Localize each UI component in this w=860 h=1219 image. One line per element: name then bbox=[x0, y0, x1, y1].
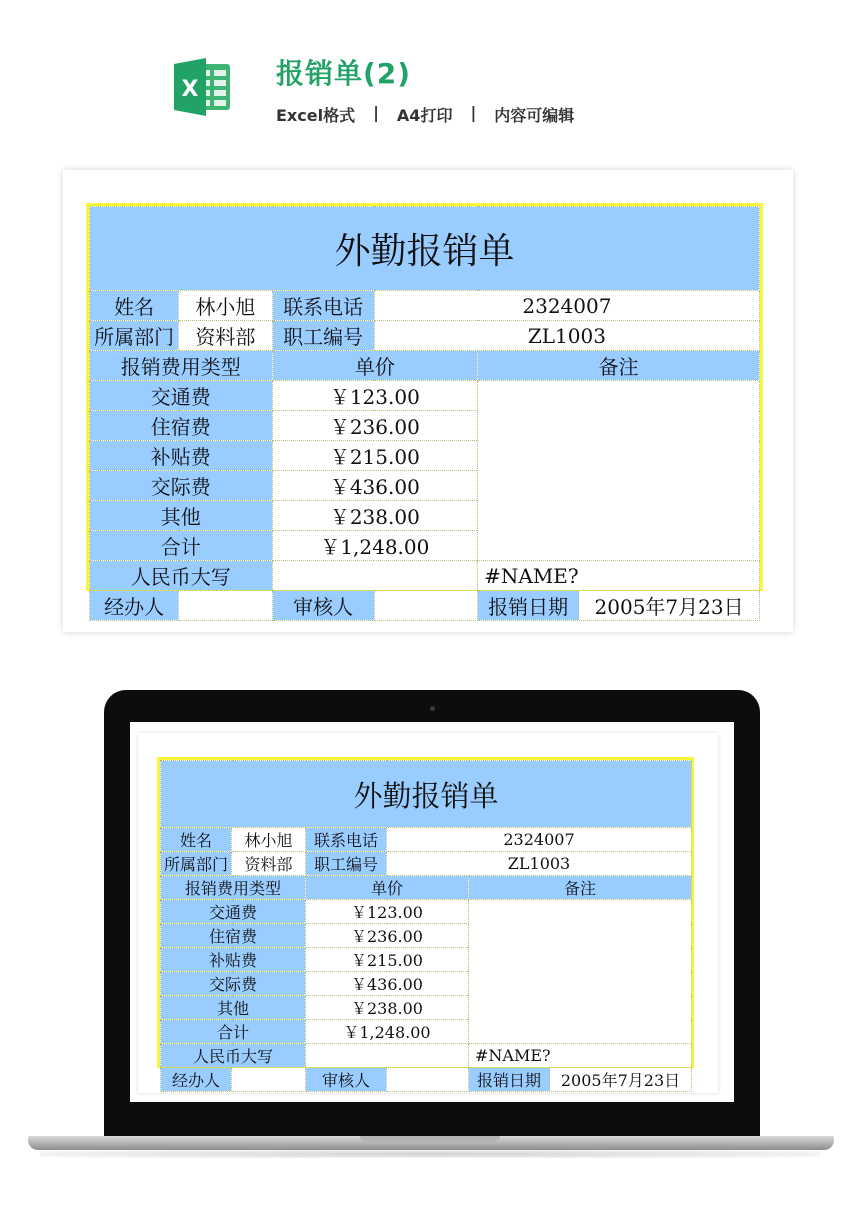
rmb-value[interactable]: #NAME? bbox=[478, 561, 760, 591]
meta-editable: 内容可编辑 bbox=[494, 106, 575, 125]
item-price[interactable]: ￥236.00 bbox=[306, 924, 469, 948]
auditor-label: 审核人 bbox=[272, 591, 374, 621]
phone-label: 联系电话 bbox=[306, 828, 387, 852]
rmb-value[interactable]: #NAME? bbox=[469, 1044, 692, 1068]
item-type: 交通费 bbox=[90, 381, 273, 411]
item-price[interactable]: ￥123.00 bbox=[306, 900, 469, 924]
col-header-type: 报销费用类型 bbox=[90, 351, 273, 381]
svg-text:X: X bbox=[181, 77, 199, 102]
dept-value[interactable]: 资料部 bbox=[232, 852, 306, 876]
name-value[interactable]: 林小旭 bbox=[232, 828, 306, 852]
col-header-type: 报销费用类型 bbox=[161, 876, 306, 900]
meta-format: Excel格式 bbox=[276, 106, 356, 125]
item-type: 补贴费 bbox=[161, 948, 306, 972]
rmb-blank[interactable] bbox=[272, 561, 478, 591]
item-type: 交际费 bbox=[90, 471, 273, 501]
meta-separator: | bbox=[470, 103, 477, 122]
meta-print: A4打印 bbox=[396, 106, 453, 125]
note-cell[interactable] bbox=[478, 381, 760, 561]
col-header-price: 单价 bbox=[272, 351, 478, 381]
note-cell[interactable] bbox=[469, 900, 692, 1044]
item-price[interactable]: ￥436.00 bbox=[306, 972, 469, 996]
item-price[interactable]: ￥215.00 bbox=[272, 441, 478, 471]
rmb-label: 人民币大写 bbox=[90, 561, 273, 591]
emp-id-value[interactable]: ZL1003 bbox=[387, 852, 692, 876]
dept-value[interactable]: 资料部 bbox=[179, 321, 272, 351]
handler-label: 经办人 bbox=[90, 591, 179, 621]
phone-value[interactable]: 2324007 bbox=[374, 291, 759, 321]
laptop-notch bbox=[360, 1136, 500, 1142]
reimbursement-form-small bbox=[157, 757, 694, 1090]
rmb-blank[interactable] bbox=[306, 1044, 469, 1068]
emp-id-label: 职工编号 bbox=[272, 321, 374, 351]
handler-value[interactable] bbox=[232, 1068, 306, 1092]
phone-label: 联系电话 bbox=[272, 291, 374, 321]
form-title: 外勤报销单 bbox=[90, 207, 760, 291]
dept-label: 所属部门 bbox=[90, 321, 179, 351]
item-type: 其他 bbox=[161, 996, 306, 1020]
item-price[interactable]: ￥238.00 bbox=[272, 501, 478, 531]
date-cell bbox=[469, 1068, 692, 1092]
item-price[interactable]: ￥236.00 bbox=[272, 411, 478, 441]
document-meta bbox=[276, 103, 574, 126]
item-type: 住宿费 bbox=[90, 411, 273, 441]
total-label: 合计 bbox=[161, 1020, 306, 1044]
emp-id-label: 职工编号 bbox=[306, 852, 387, 876]
laptop-shadow bbox=[40, 1150, 820, 1158]
col-header-price: 单价 bbox=[306, 876, 469, 900]
date-cell bbox=[478, 591, 760, 621]
item-price[interactable]: ￥123.00 bbox=[272, 381, 478, 411]
rmb-label: 人民币大写 bbox=[161, 1044, 306, 1068]
phone-value[interactable]: 2324007 bbox=[387, 828, 692, 852]
date-label: 报销日期 bbox=[469, 1068, 550, 1091]
item-price[interactable]: ￥215.00 bbox=[306, 948, 469, 972]
col-header-note: 备注 bbox=[469, 876, 692, 900]
total-value[interactable]: ￥1,248.00 bbox=[272, 531, 478, 561]
item-type: 住宿费 bbox=[161, 924, 306, 948]
col-header-note: 备注 bbox=[478, 351, 760, 381]
dept-label: 所属部门 bbox=[161, 852, 232, 876]
camera-icon bbox=[430, 706, 435, 711]
name-value[interactable]: 林小旭 bbox=[179, 291, 272, 321]
form-title: 外勤报销单 bbox=[161, 761, 692, 828]
name-label: 姓名 bbox=[90, 291, 179, 321]
item-price[interactable]: ￥238.00 bbox=[306, 996, 469, 1020]
auditor-value[interactable] bbox=[374, 591, 477, 621]
item-type: 交际费 bbox=[161, 972, 306, 996]
date-label: 报销日期 bbox=[478, 591, 579, 620]
total-label: 合计 bbox=[90, 531, 273, 561]
meta-separator: | bbox=[373, 103, 379, 122]
document-title: 报销单(2) bbox=[276, 57, 412, 90]
auditor-label: 审核人 bbox=[306, 1068, 387, 1092]
date-value[interactable]: 2005年7月23日 bbox=[594, 595, 744, 619]
emp-id-value[interactable]: ZL1003 bbox=[374, 321, 759, 351]
excel-icon bbox=[172, 56, 234, 118]
auditor-value[interactable] bbox=[387, 1068, 469, 1092]
item-type: 交通费 bbox=[161, 900, 306, 924]
doc-header bbox=[0, 0, 860, 160]
handler-value[interactable] bbox=[179, 591, 272, 621]
handler-label: 经办人 bbox=[161, 1068, 232, 1092]
reimbursement-form bbox=[86, 203, 763, 619]
total-value[interactable]: ￥1,248.00 bbox=[306, 1020, 469, 1044]
item-type: 补贴费 bbox=[90, 441, 273, 471]
item-type: 其他 bbox=[90, 501, 273, 531]
item-price[interactable]: ￥436.00 bbox=[272, 471, 478, 501]
date-value[interactable]: 2005年7月23日 bbox=[560, 1071, 681, 1090]
name-label: 姓名 bbox=[161, 828, 232, 852]
